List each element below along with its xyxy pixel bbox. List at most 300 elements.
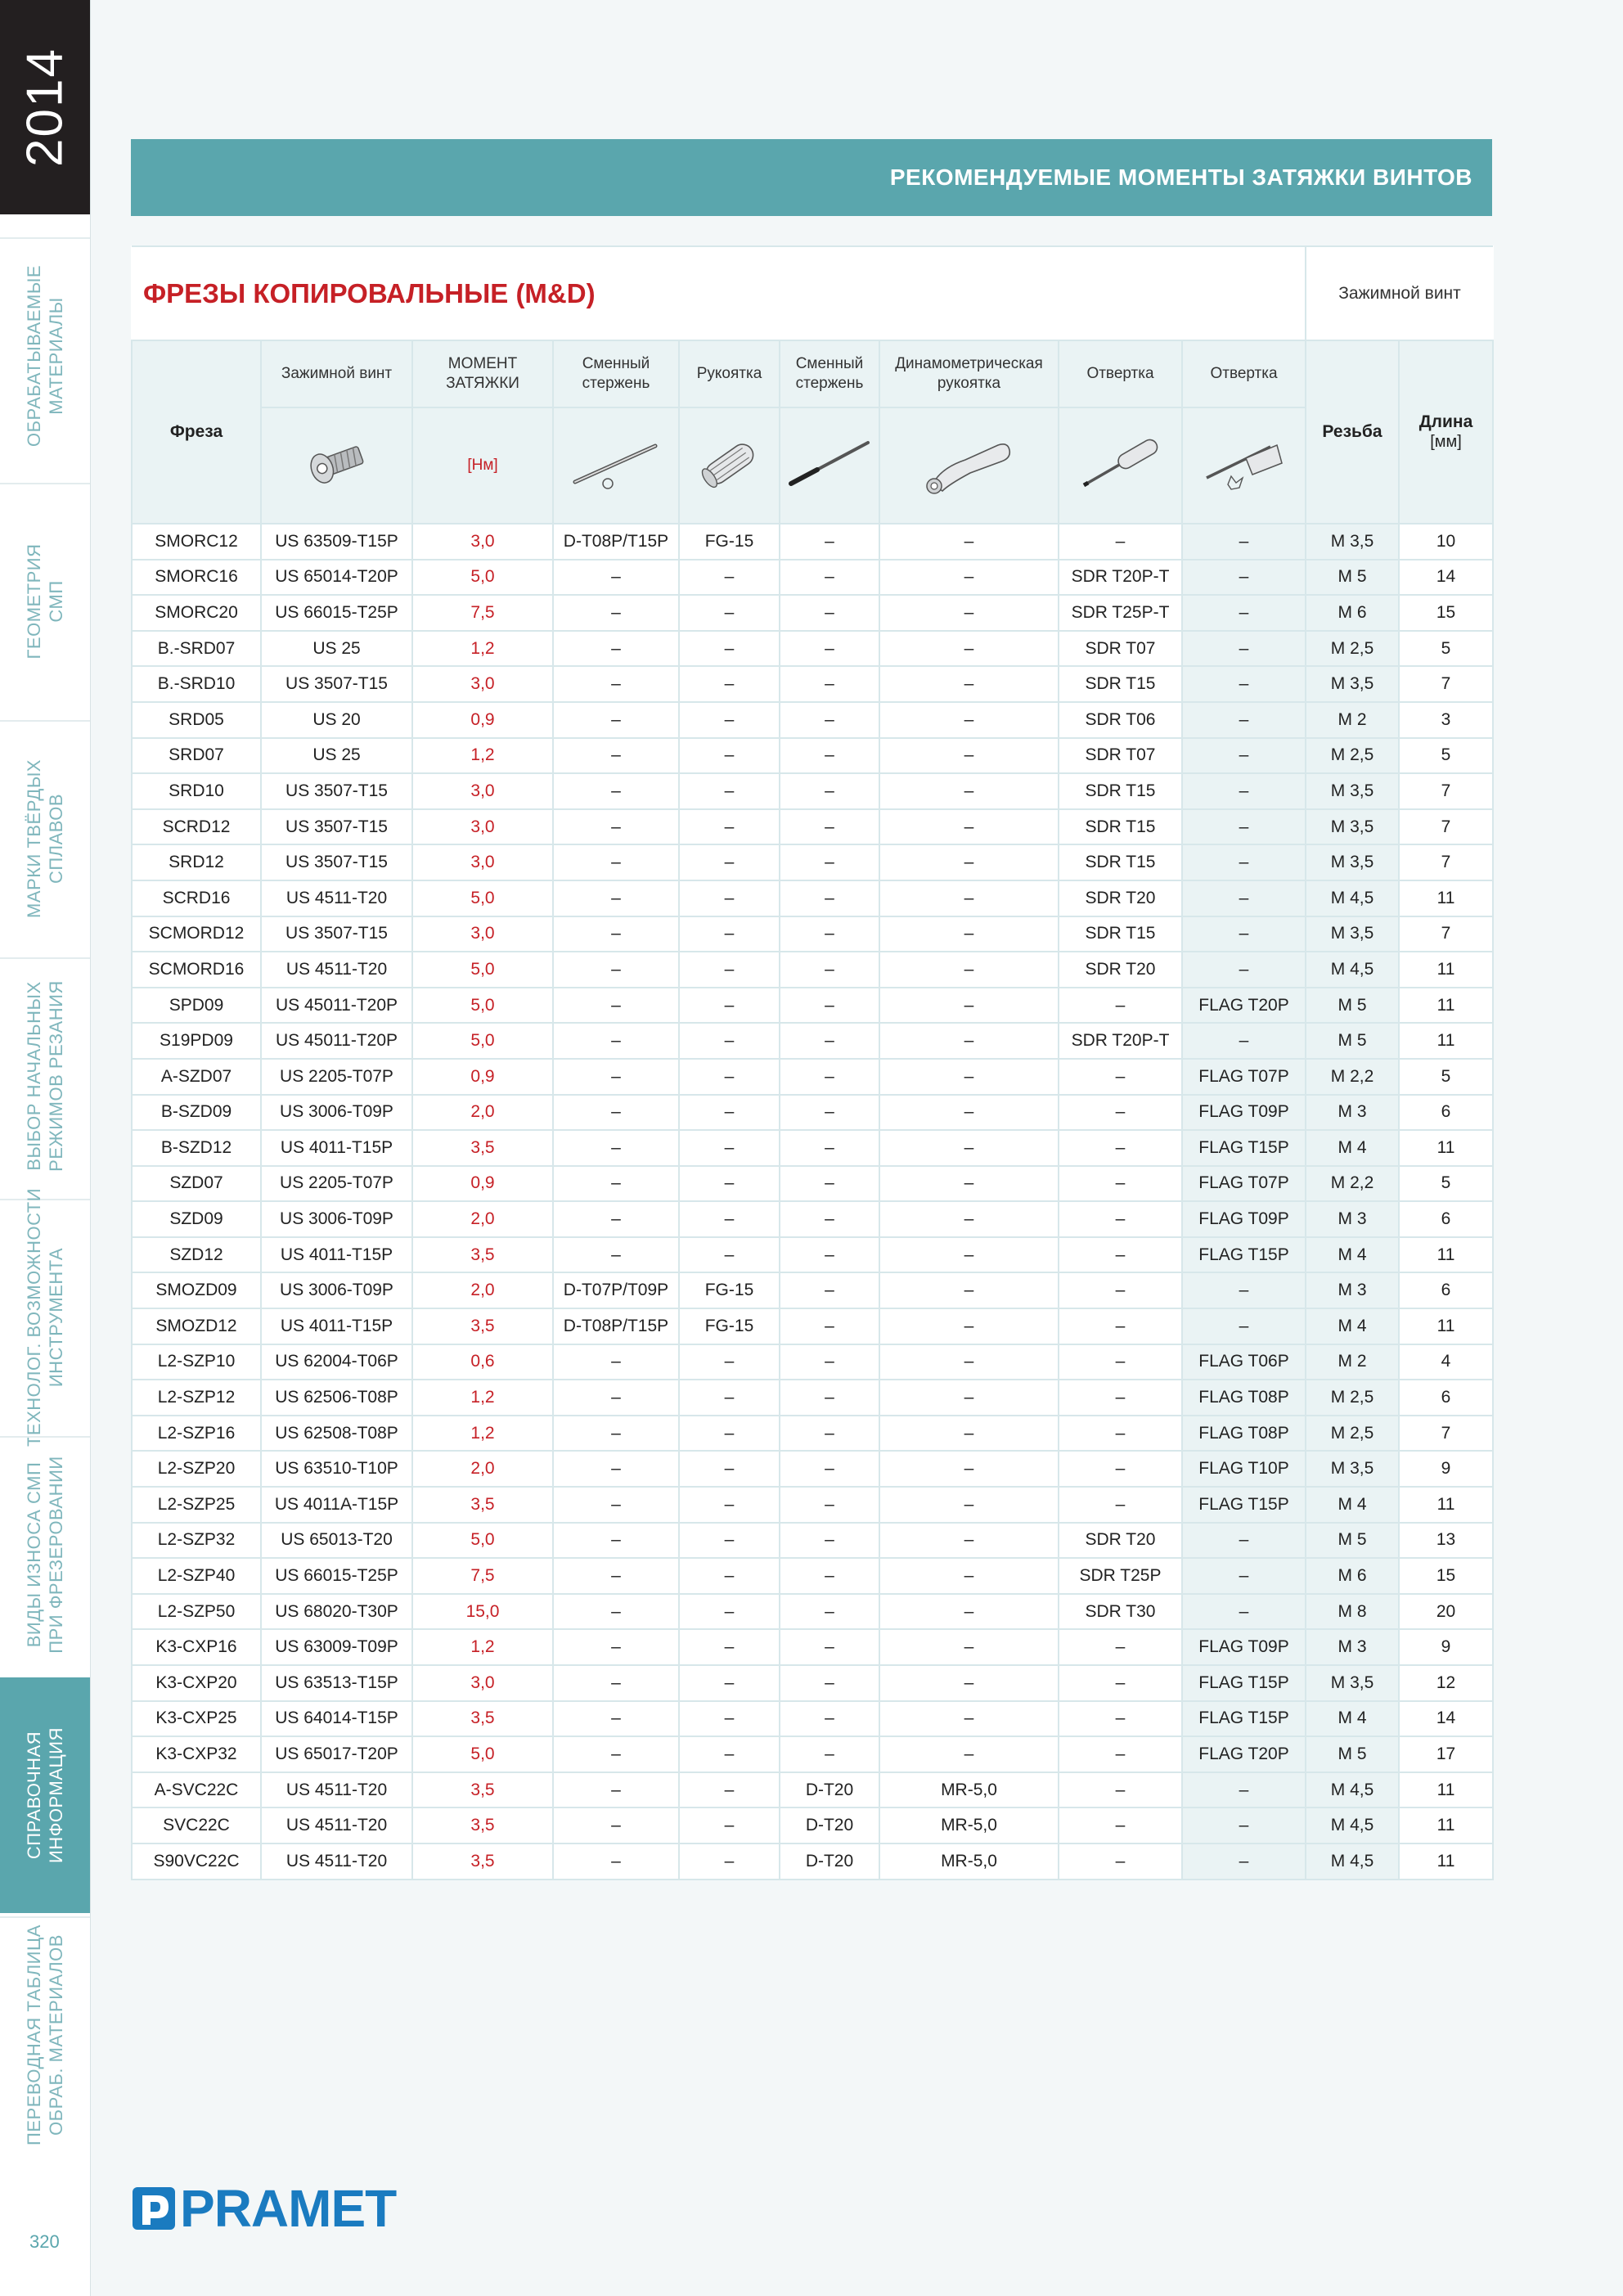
table-row xyxy=(132,1844,1493,1880)
col-length-label: Длина xyxy=(1418,412,1473,431)
table-cell: M 4,5 xyxy=(1306,952,1399,988)
table-cell: – xyxy=(1059,1416,1182,1452)
table-cell: 14 xyxy=(1399,1701,1493,1737)
table-cell: – xyxy=(780,1272,879,1308)
table-cell: – xyxy=(553,1451,679,1487)
table-cell: US 63513-T15P xyxy=(261,1665,412,1701)
table-row xyxy=(132,1487,1493,1523)
table-cell: FLAG T09P xyxy=(1182,1629,1306,1665)
table-cell: FLAG T15P xyxy=(1182,1701,1306,1737)
table-cell: SDR T30 xyxy=(1059,1594,1182,1630)
table-cell: – xyxy=(553,1166,679,1202)
tab-wear-types[interactable] xyxy=(0,1436,90,1672)
table-cell: US 3006-T09P xyxy=(261,1272,412,1308)
table-cell: – xyxy=(1182,952,1306,988)
table-cell: SRD12 xyxy=(132,844,261,880)
table-cell: – xyxy=(553,1344,679,1380)
table-cell: FLAG T15P xyxy=(1182,1487,1306,1523)
table-cell: 2,0 xyxy=(412,1201,553,1237)
table-cell: – xyxy=(553,1523,679,1559)
tab-label: ТЕХНОЛОГ. ВОЗМОЖНОСТИ ИНСТРУМЕНТА xyxy=(24,1187,66,1447)
table-cell: M 8 xyxy=(1306,1594,1399,1630)
table-cell: 15 xyxy=(1399,1558,1493,1594)
table-cell: US 62004-T06P xyxy=(261,1344,412,1380)
table-cell: SMOZD09 xyxy=(132,1272,261,1308)
table-cell: – xyxy=(1182,524,1306,560)
table-cell: – xyxy=(1059,1237,1182,1273)
table-cell: – xyxy=(780,988,879,1024)
table-cell: – xyxy=(679,1523,780,1559)
table-row xyxy=(132,1701,1493,1737)
table-cell: B.-SRD07 xyxy=(132,631,261,667)
table-cell: – xyxy=(879,1344,1059,1380)
clamp-screw-group-header: Зажимной винт xyxy=(1306,246,1493,340)
table-cell: SMORC16 xyxy=(132,560,261,596)
table-cell: – xyxy=(679,595,780,631)
table-cell: – xyxy=(1182,880,1306,916)
table-cell: FG-15 xyxy=(679,524,780,560)
table-cell: US 4511-T20 xyxy=(261,952,412,988)
table-cell: – xyxy=(679,1095,780,1131)
table-row xyxy=(132,1772,1493,1808)
table-cell: – xyxy=(879,738,1059,774)
table-row xyxy=(132,595,1493,631)
table-cell: FLAG T20P xyxy=(1182,1736,1306,1772)
table-row xyxy=(132,524,1493,560)
table-cell: – xyxy=(553,988,679,1024)
table-cell: – xyxy=(553,1808,679,1844)
table-cell: SZD12 xyxy=(132,1237,261,1273)
table-cell: M 5 xyxy=(1306,1523,1399,1559)
table-cell: FLAG T06P xyxy=(1182,1344,1306,1380)
table-cell: 14 xyxy=(1399,560,1493,596)
table-row xyxy=(132,809,1493,845)
table-title: ФРЕЗЫ КОПИРОВАЛЬНЫЕ (M&D) xyxy=(132,246,1306,340)
table-cell: – xyxy=(553,1237,679,1273)
table-cell: – xyxy=(780,631,879,667)
tab-label: ВИДЫ ИЗНОСА СМП ПРИ ФРЕЗЕРОВАНИИ xyxy=(24,1456,66,1654)
table-cell: US 4511-T20 xyxy=(261,880,412,916)
table-cell: – xyxy=(553,666,679,702)
table-cell: 3,0 xyxy=(412,1665,553,1701)
table-cell: – xyxy=(780,880,879,916)
table-cell: US 3507-T15 xyxy=(261,773,412,809)
table-cell: 15,0 xyxy=(412,1594,553,1630)
col-torque-handle: Динамометрическая рукоятка xyxy=(879,340,1059,407)
table-cell: M 2,5 xyxy=(1306,1416,1399,1452)
table-cell: 3 xyxy=(1399,702,1493,738)
table-cell: – xyxy=(780,1736,879,1772)
torque-handle-icon xyxy=(879,407,1059,524)
table-cell: – xyxy=(1182,1272,1306,1308)
table-cell: US 4511-T20 xyxy=(261,1808,412,1844)
table-cell: D-T08P/T15P xyxy=(553,524,679,560)
tab-materials[interactable] xyxy=(0,237,90,473)
table-row xyxy=(132,880,1493,916)
table-cell: 11 xyxy=(1399,952,1493,988)
table-row xyxy=(132,844,1493,880)
table-cell: – xyxy=(553,1380,679,1416)
table-cell: – xyxy=(679,1808,780,1844)
torque-table xyxy=(131,245,1494,1880)
table-cell: – xyxy=(1059,524,1182,560)
table-cell: M 3,5 xyxy=(1306,844,1399,880)
table-cell: – xyxy=(879,1059,1059,1095)
table-cell: D-T20 xyxy=(780,1808,879,1844)
table-cell: M 3 xyxy=(1306,1272,1399,1308)
table-cell: 11 xyxy=(1399,1130,1493,1166)
table-cell: – xyxy=(679,952,780,988)
col-length xyxy=(1399,340,1493,524)
table-row xyxy=(132,1629,1493,1665)
table-row xyxy=(132,916,1493,952)
table-cell: US 3507-T15 xyxy=(261,916,412,952)
table-cell: – xyxy=(780,1130,879,1166)
table-cell: M 3,5 xyxy=(1306,773,1399,809)
table-cell: 7,5 xyxy=(412,595,553,631)
table-cell: – xyxy=(780,1380,879,1416)
tab-cutting-modes[interactable] xyxy=(0,957,90,1193)
table-cell: SDR T20P-T xyxy=(1059,560,1182,596)
table-cell: SMOZD12 xyxy=(132,1308,261,1344)
table-cell: D-T08P/T15P xyxy=(553,1308,679,1344)
table-row xyxy=(132,738,1493,774)
table-cell: FLAG T09P xyxy=(1182,1095,1306,1131)
table-cell: – xyxy=(679,988,780,1024)
table-cell: 11 xyxy=(1399,1487,1493,1523)
table-cell: US 4011-T15P xyxy=(261,1237,412,1273)
table-cell: – xyxy=(553,1701,679,1737)
table-cell: D-T20 xyxy=(780,1844,879,1880)
table-cell: 13 xyxy=(1399,1523,1493,1559)
table-row xyxy=(132,560,1493,596)
table-cell: M 2,2 xyxy=(1306,1059,1399,1095)
table-cell: – xyxy=(679,1380,780,1416)
table-cell: MR-5,0 xyxy=(879,1772,1059,1808)
table-cell: 3,5 xyxy=(412,1487,553,1523)
table-cell: 5,0 xyxy=(412,952,553,988)
table-cell: L2-SZP50 xyxy=(132,1594,261,1630)
table-cell: – xyxy=(1182,1523,1306,1559)
table-cell: M 4,5 xyxy=(1306,1808,1399,1844)
col-handle: Рукоятка xyxy=(679,340,780,407)
table-cell: – xyxy=(1059,1166,1182,1202)
table-cell: 3,5 xyxy=(412,1701,553,1737)
table-cell: US 2205-T07P xyxy=(261,1166,412,1202)
table-cell: B-SZD12 xyxy=(132,1130,261,1166)
table-cell: M 3,5 xyxy=(1306,524,1399,560)
table-cell: – xyxy=(780,1166,879,1202)
table-cell: 5,0 xyxy=(412,1023,553,1059)
table-row xyxy=(132,952,1493,988)
table-cell: SDR T07 xyxy=(1059,738,1182,774)
table-cell: 5,0 xyxy=(412,1523,553,1559)
table-cell: 3,0 xyxy=(412,666,553,702)
table-cell: S90VC22C xyxy=(132,1844,261,1880)
table-cell: – xyxy=(879,1130,1059,1166)
screw-icon xyxy=(261,407,412,524)
table-cell: 5 xyxy=(1399,1166,1493,1202)
table-cell: – xyxy=(780,1629,879,1665)
table-cell: SZD09 xyxy=(132,1201,261,1237)
table-cell: 1,2 xyxy=(412,1416,553,1452)
table-cell: 20 xyxy=(1399,1594,1493,1630)
table-cell: M 3,5 xyxy=(1306,809,1399,845)
tab-conversion-table[interactable] xyxy=(0,1916,90,2152)
table-cell: US 66015-T25P xyxy=(261,595,412,631)
torque-unit: [Нм] xyxy=(467,457,498,474)
tab-grades[interactable] xyxy=(0,720,90,956)
table-cell: – xyxy=(780,773,879,809)
table-cell: M 4 xyxy=(1306,1487,1399,1523)
table-cell: – xyxy=(553,1629,679,1665)
table-cell: – xyxy=(553,1201,679,1237)
col-length-unit: [мм] xyxy=(1430,433,1462,451)
table-cell: – xyxy=(780,1237,879,1273)
table-cell: US 4011-T15P xyxy=(261,1308,412,1344)
table-cell: 10 xyxy=(1399,524,1493,560)
table-cell: 7 xyxy=(1399,1416,1493,1452)
table-cell: 9 xyxy=(1399,1451,1493,1487)
table-cell: – xyxy=(879,1237,1059,1273)
table-cell: – xyxy=(1059,1059,1182,1095)
table-row xyxy=(132,666,1493,702)
table-cell: US 2205-T07P xyxy=(261,1059,412,1095)
table-cell: SCRD16 xyxy=(132,880,261,916)
table-row xyxy=(132,1237,1493,1273)
table-cell: US 4511-T20 xyxy=(261,1772,412,1808)
table-cell: – xyxy=(1182,560,1306,596)
table-cell: – xyxy=(780,524,879,560)
table-cell: – xyxy=(1182,809,1306,845)
table-cell: – xyxy=(679,1665,780,1701)
table-cell: – xyxy=(1182,1308,1306,1344)
table-cell: – xyxy=(879,1523,1059,1559)
tab-reference-info[interactable] xyxy=(0,1677,90,1913)
table-row xyxy=(132,773,1493,809)
table-row xyxy=(132,1023,1493,1059)
col-screwdriver: Отвертка xyxy=(1059,340,1182,407)
table-cell: – xyxy=(780,1308,879,1344)
table-cell: 1,2 xyxy=(412,1380,553,1416)
table-cell: – xyxy=(879,1308,1059,1344)
table-cell: – xyxy=(780,1558,879,1594)
table-cell: M 2,5 xyxy=(1306,738,1399,774)
table-cell: 5 xyxy=(1399,1059,1493,1095)
col-cutter: Фреза xyxy=(132,340,261,524)
table-cell: SDR T15 xyxy=(1059,809,1182,845)
table-cell: SRD10 xyxy=(132,773,261,809)
table-cell: – xyxy=(679,1130,780,1166)
table-cell: 4 xyxy=(1399,1344,1493,1380)
table-cell: SDR T20 xyxy=(1059,952,1182,988)
table-row xyxy=(132,1736,1493,1772)
table-cell: L2-SZP12 xyxy=(132,1380,261,1416)
table-cell: – xyxy=(553,702,679,738)
table-cell: US 45011-T20P xyxy=(261,1023,412,1059)
table-cell: US 3507-T15 xyxy=(261,666,412,702)
table-cell: 3,0 xyxy=(412,844,553,880)
table-cell: – xyxy=(679,880,780,916)
table-cell: US 68020-T30P xyxy=(261,1594,412,1630)
table-cell: – xyxy=(780,1523,879,1559)
table-row xyxy=(132,1344,1493,1380)
table-cell: – xyxy=(553,1844,679,1880)
table-cell: US 25 xyxy=(261,631,412,667)
sidebar xyxy=(0,0,91,2296)
table-cell: – xyxy=(1059,1665,1182,1701)
table-cell: – xyxy=(1182,1558,1306,1594)
table-cell: SCRD12 xyxy=(132,809,261,845)
table-cell: 5,0 xyxy=(412,880,553,916)
table-cell: – xyxy=(679,1701,780,1737)
table-cell: 3,5 xyxy=(412,1130,553,1166)
table-cell: – xyxy=(679,1451,780,1487)
table-cell: – xyxy=(1182,1808,1306,1844)
table-cell: – xyxy=(1059,1130,1182,1166)
table-cell: – xyxy=(679,1629,780,1665)
table-row xyxy=(132,1594,1493,1630)
table-cell: K3-CXP16 xyxy=(132,1629,261,1665)
table-cell: – xyxy=(780,738,879,774)
tab-geometry[interactable] xyxy=(0,483,90,718)
table-cell: 15 xyxy=(1399,595,1493,631)
table-cell: US 45011-T20P xyxy=(261,988,412,1024)
table-cell: 11 xyxy=(1399,1844,1493,1880)
table-cell: FG-15 xyxy=(679,1272,780,1308)
table-cell: M 3,5 xyxy=(1306,916,1399,952)
table-cell: 12 xyxy=(1399,1665,1493,1701)
table-cell: SMORC12 xyxy=(132,524,261,560)
table-row xyxy=(132,1130,1493,1166)
table-cell: US 63510-T10P xyxy=(261,1451,412,1487)
table-cell: SDR T06 xyxy=(1059,702,1182,738)
table-cell: – xyxy=(780,666,879,702)
table-cell: M 4,5 xyxy=(1306,880,1399,916)
table-cell: – xyxy=(1182,916,1306,952)
table-cell: – xyxy=(553,773,679,809)
table-row xyxy=(132,1523,1493,1559)
table-cell: – xyxy=(780,1594,879,1630)
flag-key-icon xyxy=(1182,407,1306,524)
table-cell: – xyxy=(679,1594,780,1630)
table-cell: – xyxy=(780,1059,879,1095)
table-cell: K3-CXP20 xyxy=(132,1665,261,1701)
table-row xyxy=(132,1272,1493,1308)
table-cell: – xyxy=(1059,1308,1182,1344)
table-cell: SDR T25P xyxy=(1059,1558,1182,1594)
table-cell: – xyxy=(1059,1736,1182,1772)
table-cell: 1,2 xyxy=(412,1629,553,1665)
table-cell: – xyxy=(879,1023,1059,1059)
table-cell: SDR T15 xyxy=(1059,666,1182,702)
table-cell: – xyxy=(553,1558,679,1594)
table-cell: US 63509-T15P xyxy=(261,524,412,560)
table-cell: M 3,5 xyxy=(1306,1665,1399,1701)
table-cell: – xyxy=(679,1344,780,1380)
table-cell: M 4 xyxy=(1306,1237,1399,1273)
table-cell: D-T20 xyxy=(780,1772,879,1808)
table-cell: 0,6 xyxy=(412,1344,553,1380)
table-cell: – xyxy=(679,1416,780,1452)
table-cell: SDR T20 xyxy=(1059,1523,1182,1559)
table-cell: 17 xyxy=(1399,1736,1493,1772)
table-cell: SDR T20 xyxy=(1059,880,1182,916)
table-cell: – xyxy=(1182,1594,1306,1630)
table-cell: M 4 xyxy=(1306,1130,1399,1166)
table-cell: – xyxy=(1182,1023,1306,1059)
table-cell: US 20 xyxy=(261,702,412,738)
table-cell: US 62506-T08P xyxy=(261,1380,412,1416)
page-number: 320 xyxy=(29,2231,60,2252)
table-cell: – xyxy=(679,1023,780,1059)
table-cell: – xyxy=(679,702,780,738)
table-cell: 0,9 xyxy=(412,702,553,738)
table-cell: – xyxy=(553,631,679,667)
table-cell: – xyxy=(679,1237,780,1273)
table-cell: 7 xyxy=(1399,809,1493,845)
table-cell: 2,0 xyxy=(412,1451,553,1487)
table-cell: 3,5 xyxy=(412,1844,553,1880)
table-cell: – xyxy=(780,844,879,880)
table-cell: 5,0 xyxy=(412,560,553,596)
table-cell: US 4011A-T15P xyxy=(261,1487,412,1523)
table-cell: 5 xyxy=(1399,631,1493,667)
table-cell: – xyxy=(1059,1451,1182,1487)
table-row xyxy=(132,1808,1493,1844)
table-cell: – xyxy=(1059,988,1182,1024)
table-cell: – xyxy=(879,916,1059,952)
table-cell: – xyxy=(1059,1201,1182,1237)
table-cell: US 4011-T15P xyxy=(261,1130,412,1166)
table-cell: FLAG T15P xyxy=(1182,1237,1306,1273)
table-cell: FLAG T07P xyxy=(1182,1059,1306,1095)
table-cell: M 5 xyxy=(1306,1736,1399,1772)
table-cell: 6 xyxy=(1399,1272,1493,1308)
table-row xyxy=(132,1095,1493,1131)
table-cell: 3,5 xyxy=(412,1808,553,1844)
table-cell: M 2,2 xyxy=(1306,1166,1399,1202)
table-cell: – xyxy=(1059,1629,1182,1665)
table-cell: D-T07P/T09P xyxy=(553,1272,679,1308)
tab-label: ГЕОМЕТРИЯ СМП xyxy=(24,543,66,660)
table-cell: US 65017-T20P xyxy=(261,1736,412,1772)
table-cell: M 3,5 xyxy=(1306,666,1399,702)
table-cell: – xyxy=(879,952,1059,988)
table-cell: 11 xyxy=(1399,1808,1493,1844)
year-label: 2014 xyxy=(16,47,74,167)
tab-tool-capabilities[interactable] xyxy=(0,1187,90,1447)
table-cell: M 3 xyxy=(1306,1095,1399,1131)
table-cell: MR-5,0 xyxy=(879,1808,1059,1844)
table-cell: – xyxy=(679,1201,780,1237)
table-cell: – xyxy=(879,1558,1059,1594)
table-cell: – xyxy=(679,773,780,809)
table-cell: 1,2 xyxy=(412,738,553,774)
table-cell: 11 xyxy=(1399,1237,1493,1273)
col-thread: Резьба xyxy=(1306,340,1399,524)
table-cell: SVC22C xyxy=(132,1808,261,1844)
table-cell: – xyxy=(879,560,1059,596)
table-cell: SRD05 xyxy=(132,702,261,738)
table-cell: – xyxy=(879,1594,1059,1630)
table-row xyxy=(132,1416,1493,1452)
table-cell: M 3 xyxy=(1306,1629,1399,1665)
table-cell: US 3507-T15 xyxy=(261,809,412,845)
table-cell: – xyxy=(553,1594,679,1630)
table-cell: SZD07 xyxy=(132,1166,261,1202)
table-cell: – xyxy=(1059,1844,1182,1880)
